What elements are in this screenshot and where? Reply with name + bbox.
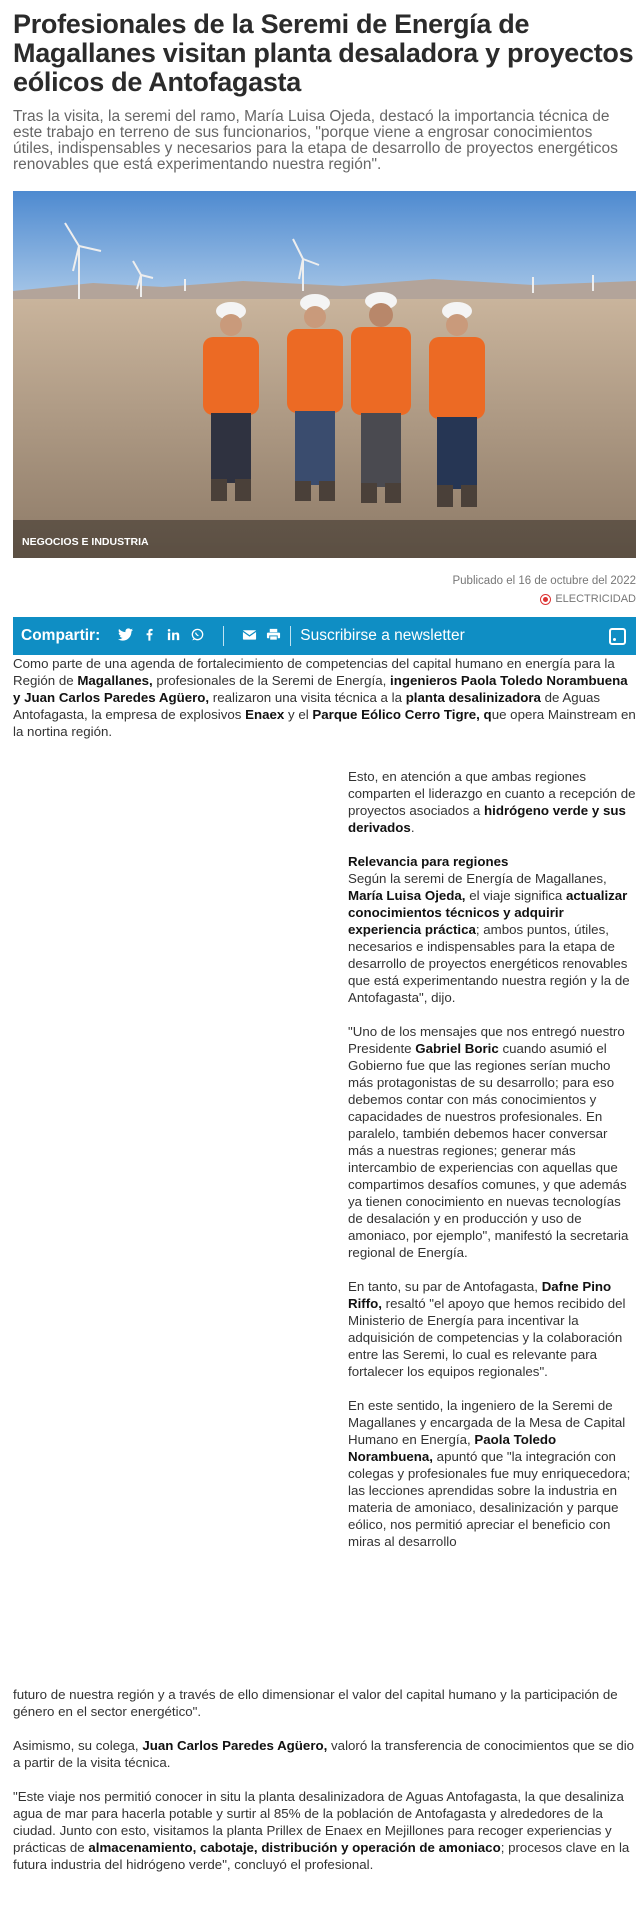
- rss-icon[interactable]: [609, 628, 626, 645]
- paragraph-2: Esto, en atención a que ambas regiones comparten el liderazgo en cuanto a recepción de proyectos asociados a hidrógeno verde y sus derivados.: [348, 769, 636, 835]
- twitter-icon[interactable]: [118, 628, 133, 645]
- share-bar: [13, 617, 636, 655]
- paragraph-7: Asimismo, su colega, Juan Carlos Paredes Agüero, valoró la transferencia de conocimientos que se dio a partir de la visita técnica.: [13, 1738, 635, 1770]
- newsletter-link[interactable]: Suscribirse a newsletter: [300, 627, 465, 644]
- share-label: Compartir:: [21, 627, 101, 644]
- paragraph-6-tail: futuro de nuestra región y a través de ello dimensionar el valor del capital humano y la participación de género en el sector energético".: [13, 1687, 618, 1719]
- article-meta: [13, 574, 636, 607]
- paragraph-3: Según la seremi de Energía de Magallanes, María Luisa Ojeda, el viaje significa actualizar conocimientos técnicos y adquirir experiencia práctica; ambos puntos, útiles, necesarios e indispensables para la etapa de desarrollo de proyectos energéticos renovables que está experimentando nuestra región y la de Antofagasta", dijo.: [348, 871, 630, 1005]
- hero-photo: [13, 191, 636, 558]
- article-column: [348, 768, 636, 1550]
- paragraph-8: "Este viaje nos permitió conocer in situ la planta desalinizadora de Aguas Antofagasta, la que desaliniza agua de mar para hacerla potable y surtir al 85% de la población de Antofagasta y alrededores de la ciudad. Junto con esto, visitamos la planta Prillex de Enaex en Mejillones para recoger experiencias y prácticas de almacenamiento, cabotaje, distribución y operación de amoniaco; procesos clave en la futura industria del hidrógeno verde", concluyó el profesional.: [13, 1789, 630, 1872]
- article-bottom: [13, 1686, 636, 1873]
- article-title: Profesionales de la Seremi de Energía de Magallanes visitan planta desaladora y proyectos eólicos de Antofagasta: [13, 9, 634, 97]
- share-separator: [223, 626, 224, 646]
- linkedin-icon[interactable]: [166, 628, 181, 645]
- image-category-bar: [13, 520, 636, 558]
- hero-image[interactable]: [13, 191, 636, 558]
- article: [13, 10, 636, 740]
- electricity-icon: [540, 594, 551, 605]
- published-date: Publicado el 16 de octubre del 2022: [452, 575, 636, 587]
- article-lead: Tras la visita, la seremi del ramo, María Luisa Ojeda, destacó la importancia técnica de este trabajo en terreno de sus funcionarios, "porque viene a engrosar conocimientos útiles, indispensables y necesarios para la etapa de desarrollo de proyectos energéticos renovables que está experimentando nuestra región".: [13, 108, 618, 173]
- paragraph-4: "Uno de los mensajes que nos entregó nuestro Presidente Gabriel Boric cuando asumió el Gobierno fue que las regiones serían mucho más protagonistas de su desarrollo; para eso debemos contar con más conocimientos y capacidades de nuestros profesionales. En paralelo, también debemos hacer conversar más a nuestras regiones; generar más intercambio de experiencias con aquellas que compartimos desafíos comunes, y que además ya tienen conocimiento en nuevas tecnologías de desalación y en producción y uso de amoniaco, por ejemplo", manifestó la secretaria regional de Energía.: [348, 1024, 629, 1260]
- facebook-icon[interactable]: [142, 628, 157, 645]
- paragraph-1: Como parte de una agenda de fortalecimiento de competencias del capital humano en energía para la Región de Magallanes, profesionales de la Seremi de Energía, ingenieros Paola Toledo Norambuena y Juan Carlos Paredes Agüero, realizaron una visita técnica a la planta desalinizadora de Aguas Antofagasta, la empresa de explosivos Enaex y el Parque Eólico Cerro Tigre, que opera Mainstream en la nortina región.: [13, 656, 636, 739]
- category-tag[interactable]: [540, 592, 636, 607]
- paragraph-5: En tanto, su par de Antofagasta, Dafne Pino Riffo, resaltó "el apoyo que hemos recibido del Ministerio de Energía para incentivar la adquisición de competencias y la colaboración entre las Seremi, lo cual es relevante para fortalecer los equipos regionales".: [348, 1279, 626, 1379]
- paragraph-6: En este sentido, la ingeniero de la Seremi de Magallanes y encargada de la Mesa de Capital Humano en Energía, Paola Toledo Norambuena, apuntó que "la integración con colegas y profesionales fue muy enriquecedora; las lecciones aprendidas sobre la industria en materia de amoniaco, desalinización y parque eólico, nos permitió apreciar el beneficio con miras al desarrollo: [348, 1398, 631, 1549]
- category-tag-label[interactable]: ELECTRICIDAD: [555, 593, 636, 605]
- article-body: [13, 655, 636, 740]
- subhead: Relevancia para regiones: [348, 854, 509, 869]
- email-icon[interactable]: [242, 628, 257, 645]
- whatsapp-icon[interactable]: [190, 628, 205, 645]
- print-icon[interactable]: [266, 628, 281, 645]
- share-separator: [290, 626, 291, 646]
- image-category[interactable]: NEGOCIOS E INDUSTRIA: [22, 536, 149, 548]
